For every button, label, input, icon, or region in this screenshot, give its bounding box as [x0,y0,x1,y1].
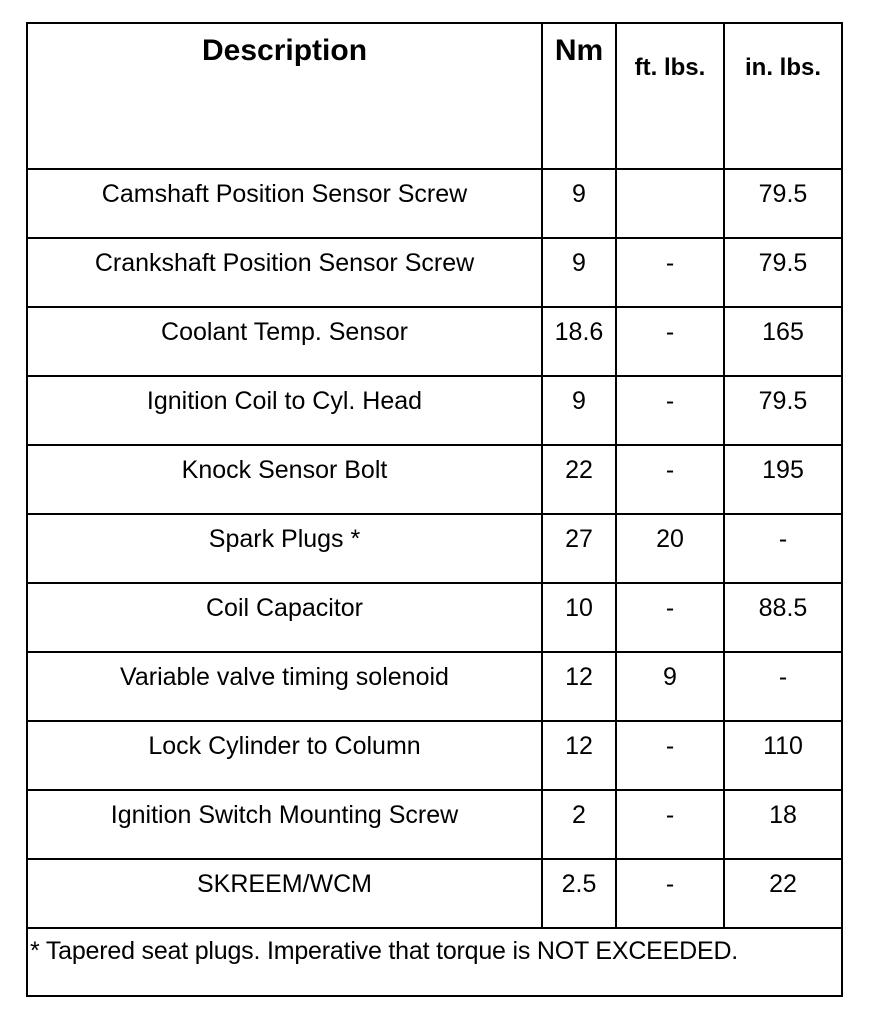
cell-nm: 2 [542,790,616,859]
table-row [27,169,842,238]
cell-ft-lbs: 20 [616,514,724,583]
table-row [27,721,842,790]
cell-ft-lbs: - [616,307,724,376]
table-row [27,790,842,859]
cell-ft-lbs: - [616,238,724,307]
cell-description: Coil Capacitor [27,583,542,652]
cell-description: Variable valve timing solenoid [27,652,542,721]
cell-description: Spark Plugs * [27,514,542,583]
cell-ft-lbs: - [616,583,724,652]
cell-nm: 9 [542,238,616,307]
cell-description: Coolant Temp. Sensor [27,307,542,376]
cell-ft-lbs: - [616,376,724,445]
cell-nm: 9 [542,169,616,238]
cell-ft-lbs: 9 [616,652,724,721]
table-row [27,583,842,652]
cell-description: SKREEM/WCM [27,859,542,928]
cell-nm: 2.5 [542,859,616,928]
cell-in-lbs: - [724,514,842,583]
cell-nm: 27 [542,514,616,583]
cell-nm: 18.6 [542,307,616,376]
cell-ft-lbs [616,169,724,238]
cell-description: Ignition Switch Mounting Screw [27,790,542,859]
cell-nm: 12 [542,721,616,790]
cell-in-lbs: 79.5 [724,376,842,445]
cell-ft-lbs: - [616,445,724,514]
table-row [27,238,842,307]
table-row [27,652,842,721]
cell-in-lbs: 18 [724,790,842,859]
header-row [27,23,842,169]
cell-nm: 22 [542,445,616,514]
cell-ft-lbs: - [616,721,724,790]
table-row [27,859,842,928]
table-row [27,445,842,514]
cell-ft-lbs: - [616,790,724,859]
cell-in-lbs: 22 [724,859,842,928]
table-row [27,514,842,583]
cell-description: Camshaft Position Sensor Screw [27,169,542,238]
header-description: Description [27,23,542,169]
cell-description: Knock Sensor Bolt [27,445,542,514]
cell-in-lbs: 110 [724,721,842,790]
cell-nm: 9 [542,376,616,445]
header-ft-lbs: ft. lbs. [616,23,724,169]
cell-nm: 10 [542,583,616,652]
cell-description: Lock Cylinder to Column [27,721,542,790]
table-row [27,376,842,445]
cell-nm: 12 [542,652,616,721]
cell-ft-lbs: - [616,859,724,928]
cell-in-lbs: 165 [724,307,842,376]
cell-in-lbs: 195 [724,445,842,514]
cell-description: Crankshaft Position Sensor Screw [27,238,542,307]
cell-in-lbs: - [724,652,842,721]
header-nm: Nm [542,23,616,169]
cell-in-lbs: 79.5 [724,238,842,307]
cell-in-lbs: 88.5 [724,583,842,652]
footnote: * Tapered seat plugs. Imperative that torque is NOT EXCEEDED. [27,928,842,996]
cell-description: Ignition Coil to Cyl. Head [27,376,542,445]
header-in-lbs: in. lbs. [724,23,842,169]
footnote-row [27,928,842,996]
table-row [27,307,842,376]
cell-in-lbs: 79.5 [724,169,842,238]
torque-spec-table [26,22,843,997]
